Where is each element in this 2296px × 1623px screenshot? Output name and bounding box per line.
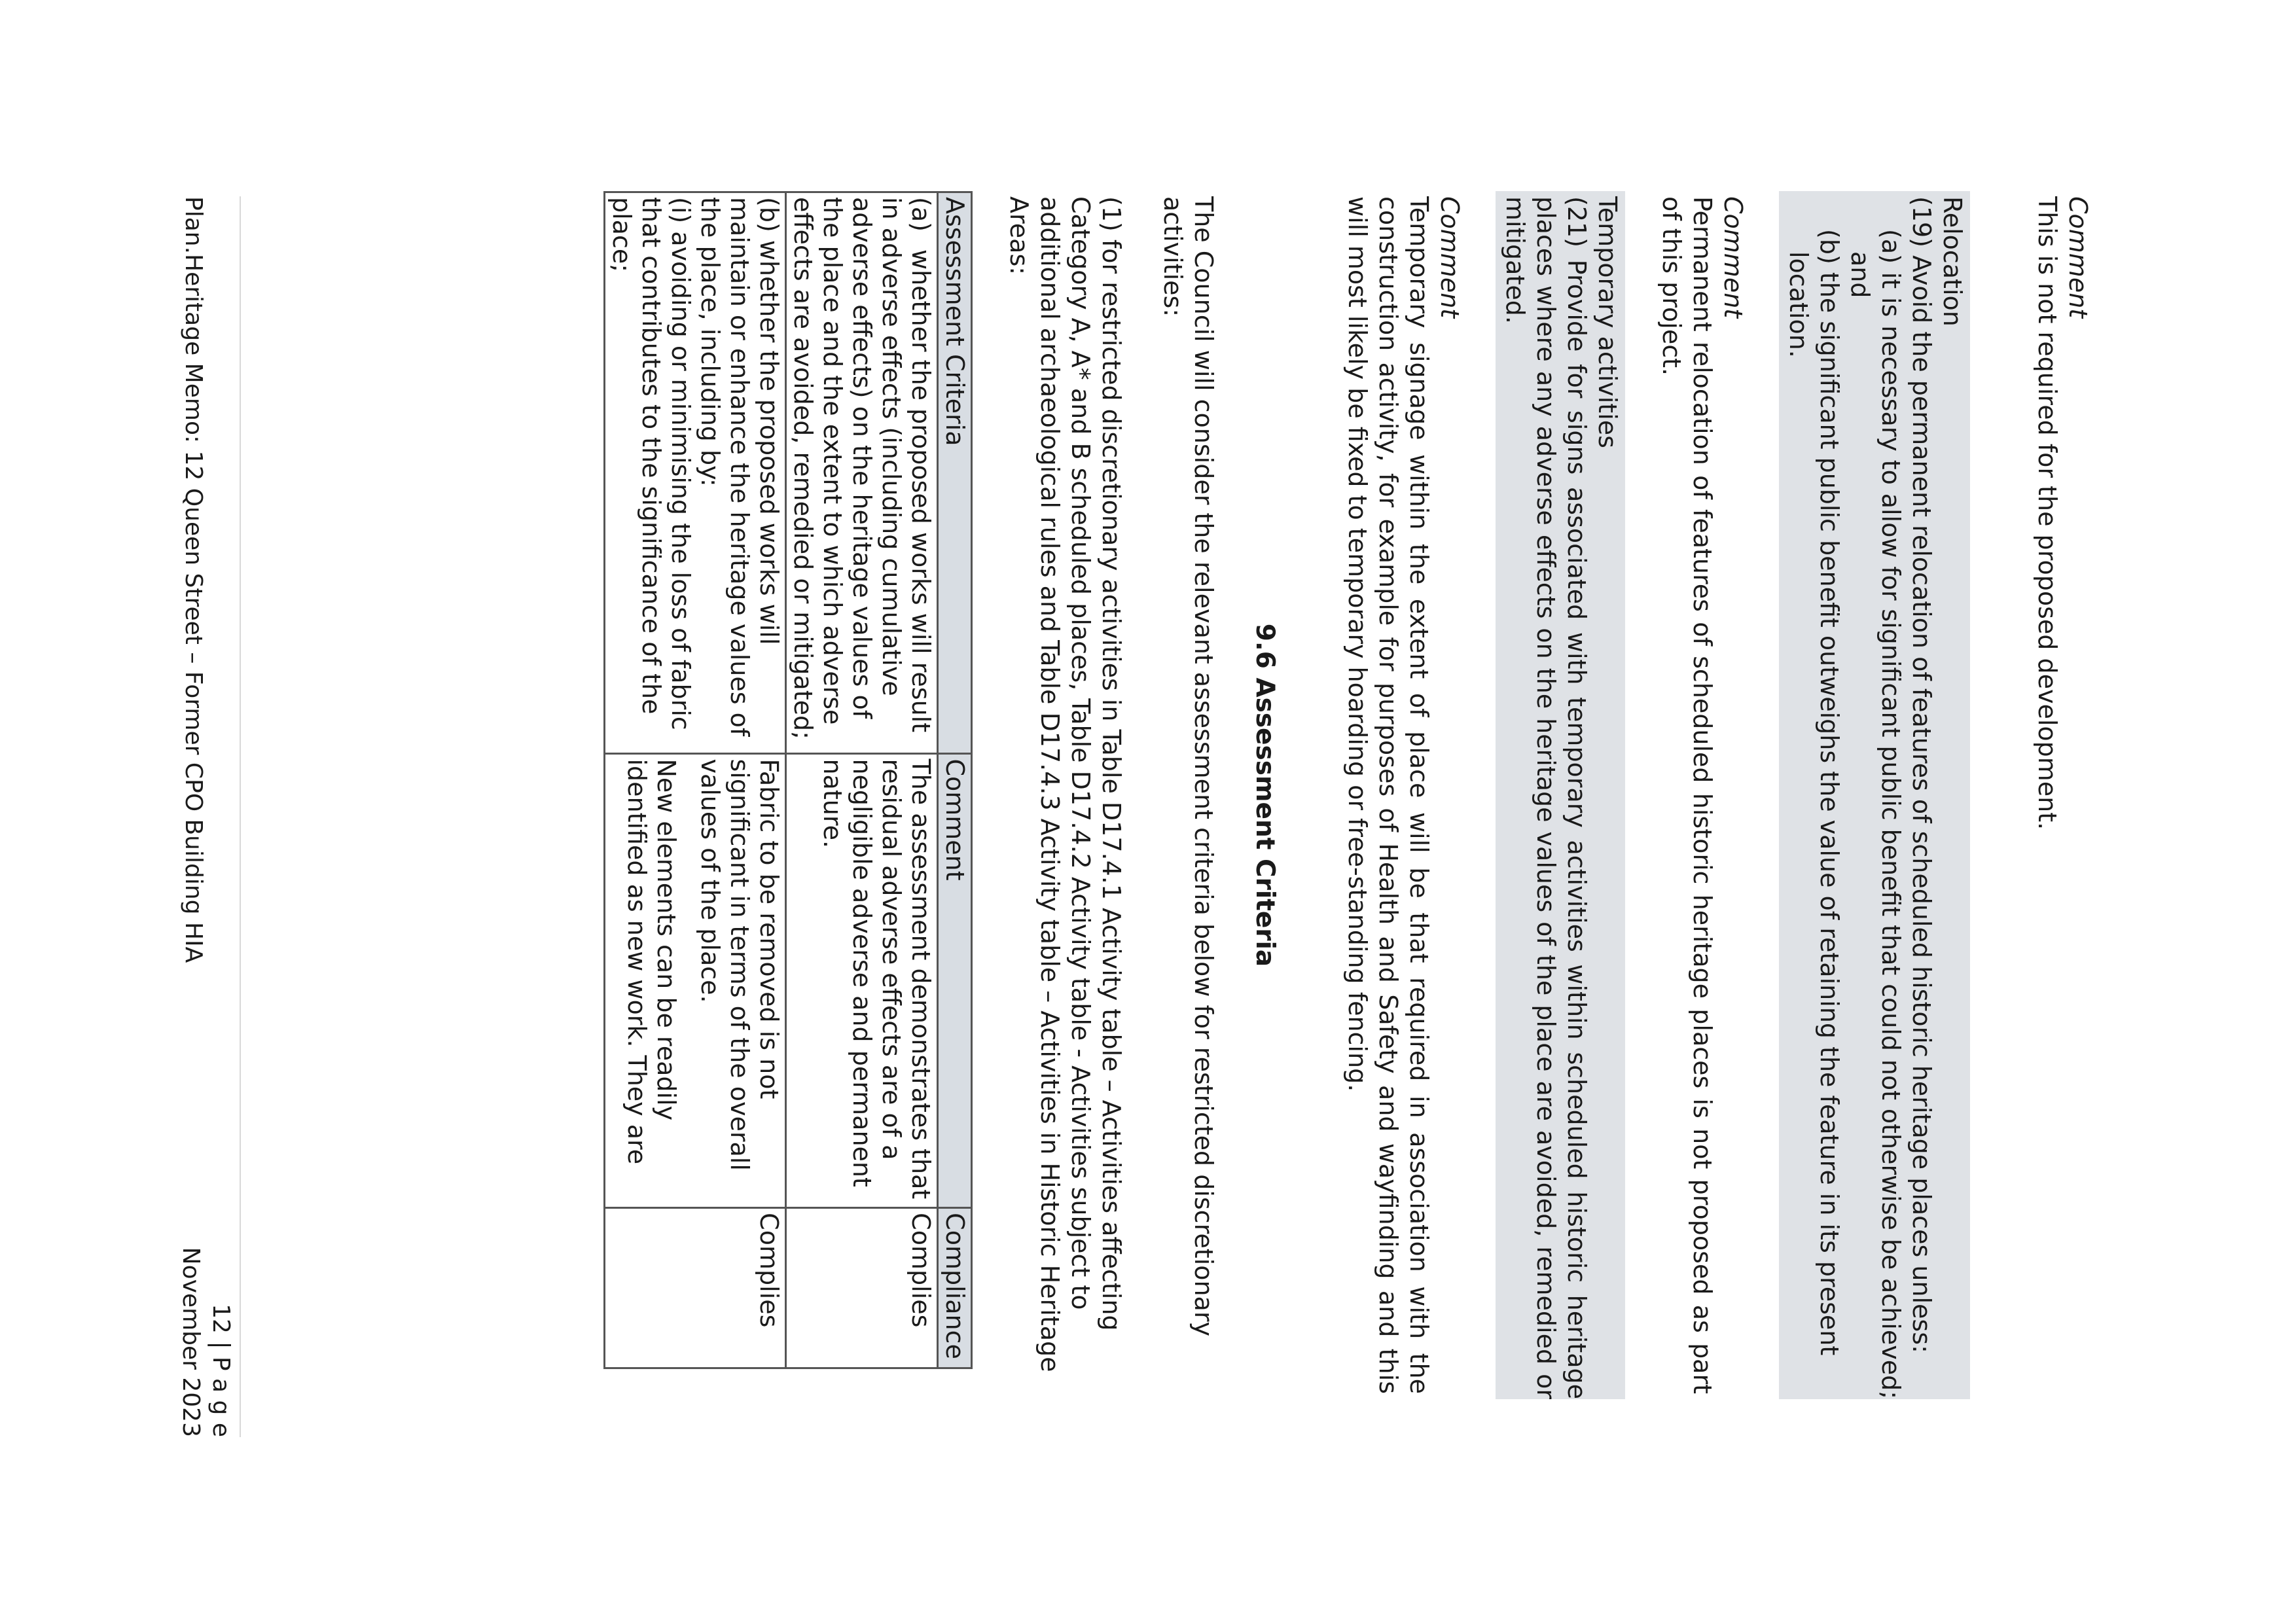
relocation-heading: Relocation xyxy=(1938,196,1967,327)
section-intro: The Council will consider the relevant assessment criteria below for restricted discretionary activities: xyxy=(1158,196,1218,1336)
criteria-text: (i) avoiding or minimising the loss of fabric that contributes to the significance of the place; xyxy=(607,197,695,730)
relocation-item-b: (b) the significant public benefit outweighs the value of retaining the feature in its present location. xyxy=(1784,229,1844,1356)
comment-heading: Comment xyxy=(1435,196,1464,319)
comment-heading: Comment xyxy=(2064,196,2092,319)
comment-text: Temporary signage within the extent of place will be that required in association with the construction activity, for example for purposes of Health and Safety and wayfinding and this will most likely be fixed to temporary hoarding or free-standing fencing. xyxy=(1343,196,1433,1394)
relocation-block xyxy=(1779,191,1970,1399)
table-row xyxy=(786,192,938,1368)
footer-document-title: Plan.Heritage Memo: 12 Queen Street – Former CPO Building HIA xyxy=(180,196,207,963)
page-number: 12 | P a g e xyxy=(207,1304,234,1437)
section-title: 9.6 Assessment Criteria xyxy=(1250,623,1280,967)
temporary-heading: Temporary activities xyxy=(1593,196,1622,448)
comment-text: Permanent relocation of features of scheduled historic heritage places is not proposed as part of this project. xyxy=(1657,196,1717,1394)
criteria-text: (b) whether the proposed works will maintain or enhance the heritage values of the place, including by: xyxy=(696,197,783,737)
temporary-text: (21) Provide for signs associated with temporary activities within scheduled historic heritage places where any adverse effects on the heritage values of the place are avoided, remedied or mitigated. xyxy=(1501,196,1591,1399)
table-header: Comment xyxy=(938,754,972,1208)
table-cell: Complies xyxy=(786,1208,938,1368)
section-clause: (1) for restricted discretionary activities in Table D17.4.1 Activity table – Activities affecting Category A, A* and B scheduled places, Table D17.4.2 Activity table - Activities subject to additional archaeological rules and Table D17.4.3 Activity table – Activities in Historic Heritage Areas: xyxy=(1005,196,1126,1372)
comment-text: Fabric to be removed is not significant in terms of the overall values of the place. xyxy=(696,758,783,1171)
table-cell xyxy=(786,192,938,754)
comment-text: This is not required for the proposed development. xyxy=(2033,196,2062,830)
comment-text: New elements can be readily identified as new work. They are xyxy=(622,758,681,1165)
table-cell: Complies xyxy=(605,1208,786,1368)
page-content xyxy=(603,196,2093,1399)
relocation-intro: (19) Avoid the permanent relocation of features of scheduled historic heritage places unless: xyxy=(1907,196,1936,1353)
table-header: Compliance xyxy=(938,1208,972,1368)
temporary-activities-block xyxy=(1496,191,1625,1399)
table-header-row xyxy=(938,192,972,1368)
footer-rule xyxy=(240,196,241,1437)
comment-heading: Comment xyxy=(1719,196,1748,319)
footer-date: November 2023 xyxy=(177,1247,204,1437)
criteria-label: (a) xyxy=(906,197,935,232)
assessment-table xyxy=(603,191,973,1369)
table-cell xyxy=(605,754,786,1208)
criteria-text: whether the proposed works will result in adverse effects (including cumulative adverse effects) on the heritage values of the place and the extent to which adverse effects are avoided, remedied or mitigated; xyxy=(789,197,935,740)
table-row xyxy=(605,192,786,1368)
table-cell: The assessment demonstrates that residual adverse effects are of a negligible adverse and permanent nature. xyxy=(786,754,938,1208)
relocation-item-a: (a) it is necessary to allow for significant public benefit that could not otherwise be achieved; and xyxy=(1846,229,1905,1399)
footer-right xyxy=(175,1247,236,1437)
table-cell xyxy=(605,192,786,754)
table-header: Assessment Criteria xyxy=(938,192,972,754)
